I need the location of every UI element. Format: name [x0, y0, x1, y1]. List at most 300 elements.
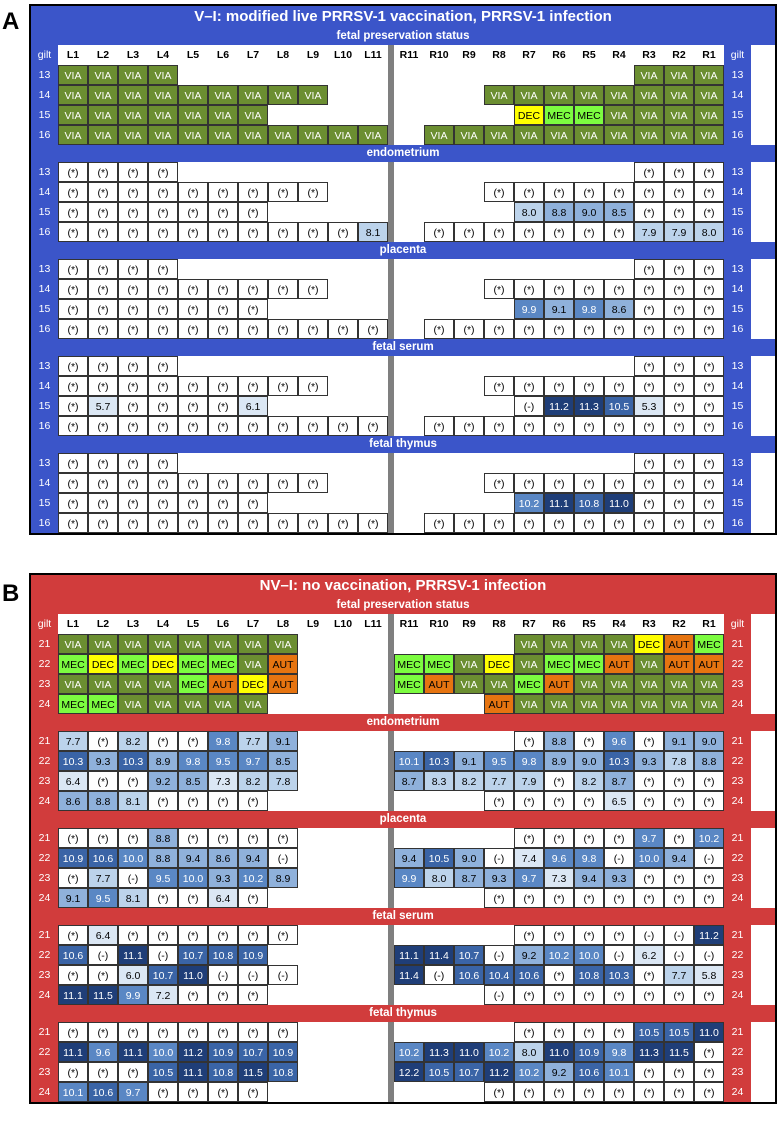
gilt-header: gilt [31, 614, 58, 634]
status-cell: DEC [514, 105, 544, 125]
value-cell [358, 182, 388, 202]
value-cell: (*) [694, 416, 724, 436]
value-cell [514, 259, 544, 279]
value-cell [328, 751, 358, 771]
value-cell: (*) [634, 888, 664, 908]
value-cell: 10.0 [118, 848, 148, 868]
value-cell: (*) [328, 513, 358, 533]
status-cell: AUT [664, 654, 694, 674]
value-cell: (*) [544, 182, 574, 202]
section-title: fetal serum [31, 908, 775, 925]
value-cell [208, 162, 238, 182]
value-cell: (*) [178, 299, 208, 319]
panel-a-body [31, 28, 775, 533]
value-cell [268, 162, 298, 182]
value-cell: (*) [514, 1022, 544, 1042]
gilt-id: 24 [31, 694, 58, 714]
value-cell: (*) [148, 888, 178, 908]
value-cell: 10.2 [394, 1042, 424, 1062]
value-cell [454, 376, 484, 396]
value-cell: (*) [664, 771, 694, 791]
value-cell [394, 791, 424, 811]
value-cell: (*) [574, 828, 604, 848]
value-cell [298, 1042, 328, 1062]
value-cell: (*) [88, 771, 118, 791]
value-cell: (*) [208, 985, 238, 1005]
value-cell: (*) [298, 376, 328, 396]
gilt-id: 15 [724, 299, 751, 319]
value-cell: (*) [238, 279, 268, 299]
value-cell [358, 925, 388, 945]
status-cell: VIA [514, 694, 544, 714]
status-cell: VIA [694, 694, 724, 714]
value-cell [328, 202, 358, 222]
value-cell [358, 1062, 388, 1082]
value-cell [298, 791, 328, 811]
value-cell: (*) [634, 356, 664, 376]
value-cell: 9.8 [574, 848, 604, 868]
value-cell [298, 453, 328, 473]
gilt-id: 16 [31, 125, 58, 145]
value-cell: 7.3 [544, 868, 574, 888]
status-cell [484, 634, 514, 654]
status-cell: VIA [298, 125, 328, 145]
value-cell: (*) [454, 319, 484, 339]
value-cell [424, 1022, 454, 1042]
value-cell: (*) [484, 319, 514, 339]
value-cell [358, 162, 388, 182]
value-cell [514, 453, 544, 473]
section-grid [31, 925, 775, 1005]
value-cell: (*) [544, 513, 574, 533]
value-cell: (*) [178, 828, 208, 848]
value-cell: (*) [424, 416, 454, 436]
value-cell: (*) [424, 319, 454, 339]
value-cell: 10.9 [238, 945, 268, 965]
value-cell: (*) [634, 493, 664, 513]
column-header: R8 [484, 614, 514, 634]
section-grid [31, 162, 775, 242]
value-cell [238, 453, 268, 473]
status-cell: VIA [148, 125, 178, 145]
value-cell: (*) [118, 356, 148, 376]
value-cell: (*) [484, 279, 514, 299]
value-cell: (-) [268, 965, 298, 985]
value-cell: (-) [208, 965, 238, 985]
value-cell: 9.1 [544, 299, 574, 319]
value-cell: 9.3 [208, 868, 238, 888]
value-cell [604, 453, 634, 473]
value-cell: 7.8 [268, 771, 298, 791]
status-cell: VIA [148, 105, 178, 125]
value-cell: 9.2 [514, 945, 544, 965]
value-cell: 8.9 [148, 751, 178, 771]
value-cell: (*) [88, 473, 118, 493]
value-cell: 7.7 [664, 965, 694, 985]
value-cell: 10.7 [454, 1062, 484, 1082]
value-cell [454, 279, 484, 299]
value-cell [238, 162, 268, 182]
value-cell: 8.1 [118, 888, 148, 908]
gilt-id: 14 [31, 279, 58, 299]
value-cell: 10.5 [664, 1022, 694, 1042]
column-header: L6 [208, 45, 238, 65]
status-cell: VIA [58, 125, 88, 145]
value-cell: (*) [88, 162, 118, 182]
column-header: L6 [208, 614, 238, 634]
value-cell: 9.3 [604, 868, 634, 888]
value-cell: (-) [484, 985, 514, 1005]
status-cell [328, 105, 358, 125]
value-cell: (*) [634, 965, 664, 985]
value-cell: 9.3 [88, 751, 118, 771]
value-cell: (-) [88, 945, 118, 965]
value-cell: 10.2 [514, 493, 544, 513]
column-header: L4 [148, 45, 178, 65]
value-cell: 11.5 [238, 1062, 268, 1082]
value-cell [268, 202, 298, 222]
value-cell: 8.2 [238, 771, 268, 791]
gilt-id: 24 [31, 1082, 58, 1102]
value-cell [298, 356, 328, 376]
status-cell: VIA [88, 105, 118, 125]
value-cell [454, 202, 484, 222]
value-cell: 9.7 [634, 828, 664, 848]
value-cell: 9.9 [514, 299, 544, 319]
value-cell: (*) [118, 1022, 148, 1042]
value-cell: (*) [118, 259, 148, 279]
status-cell: VIA [238, 125, 268, 145]
value-cell: (*) [664, 299, 694, 319]
status-cell: VIA [454, 674, 484, 694]
status-cell: VIA [694, 65, 724, 85]
value-cell [328, 182, 358, 202]
status-cell: AUT [208, 674, 238, 694]
value-cell [178, 356, 208, 376]
value-cell: 10.0 [178, 868, 208, 888]
value-cell: 8.8 [544, 731, 574, 751]
status-cell [454, 634, 484, 654]
value-cell [328, 791, 358, 811]
value-cell [328, 259, 358, 279]
value-cell: (*) [514, 731, 544, 751]
status-cell: VIA [268, 85, 298, 105]
value-cell: (*) [298, 513, 328, 533]
value-cell: 9.4 [178, 848, 208, 868]
column-header: R4 [604, 614, 634, 634]
value-cell: (*) [694, 396, 724, 416]
column-header: L8 [268, 614, 298, 634]
value-cell [454, 1022, 484, 1042]
status-cell: VIA [88, 674, 118, 694]
value-cell: (*) [148, 513, 178, 533]
gilt-id: 24 [31, 888, 58, 908]
status-cell [358, 65, 388, 85]
value-cell: (*) [634, 202, 664, 222]
status-cell: MEC [574, 654, 604, 674]
value-cell: (*) [208, 473, 238, 493]
status-cell: VIA [574, 85, 604, 105]
value-cell: (*) [178, 1082, 208, 1102]
column-header: R8 [484, 45, 514, 65]
gilt-id: 15 [31, 396, 58, 416]
value-cell [424, 791, 454, 811]
value-cell: 9.1 [58, 888, 88, 908]
value-cell: (*) [208, 1082, 238, 1102]
status-cell: VIA [664, 65, 694, 85]
value-cell: (*) [298, 416, 328, 436]
value-cell: (*) [544, 1022, 574, 1042]
section-grid [31, 453, 775, 533]
value-cell: 9.4 [664, 848, 694, 868]
value-cell: (*) [208, 299, 238, 319]
status-cell: VIA [574, 694, 604, 714]
value-cell: (*) [634, 473, 664, 493]
value-cell: (*) [58, 279, 88, 299]
value-cell: (*) [178, 319, 208, 339]
value-cell: (*) [634, 319, 664, 339]
value-cell: (*) [694, 259, 724, 279]
value-cell [424, 828, 454, 848]
status-cell [358, 694, 388, 714]
value-cell: (*) [148, 222, 178, 242]
gilt-id: 23 [31, 771, 58, 791]
status-cell: VIA [238, 634, 268, 654]
column-header: R3 [634, 614, 664, 634]
status-cell: VIA [664, 674, 694, 694]
gilt-id: 16 [31, 513, 58, 533]
value-cell: (*) [634, 416, 664, 436]
value-cell [328, 279, 358, 299]
column-header: R9 [454, 614, 484, 634]
value-cell: (*) [544, 376, 574, 396]
value-cell: (*) [118, 396, 148, 416]
status-cell: VIA [178, 125, 208, 145]
value-cell: (*) [484, 222, 514, 242]
status-cell [298, 105, 328, 125]
value-cell: 10.3 [604, 751, 634, 771]
value-cell [208, 356, 238, 376]
value-cell: (*) [58, 416, 88, 436]
value-cell: 8.5 [604, 202, 634, 222]
value-cell: 8.5 [268, 751, 298, 771]
gilt-id: 23 [724, 1062, 751, 1082]
value-cell: (*) [88, 513, 118, 533]
value-cell: 11.2 [178, 1042, 208, 1062]
value-cell: (*) [544, 925, 574, 945]
value-cell: (*) [694, 1082, 724, 1102]
value-cell: (*) [298, 279, 328, 299]
value-cell: (*) [358, 319, 388, 339]
value-cell [454, 259, 484, 279]
value-cell: (*) [484, 416, 514, 436]
value-cell: 9.7 [238, 751, 268, 771]
value-cell [484, 396, 514, 416]
value-cell: 7.9 [664, 222, 694, 242]
status-cell: VIA [694, 105, 724, 125]
value-cell: 8.8 [694, 751, 724, 771]
value-cell [358, 1042, 388, 1062]
value-cell: (*) [58, 356, 88, 376]
value-cell [298, 751, 328, 771]
value-cell: (*) [148, 376, 178, 396]
value-cell: (*) [88, 259, 118, 279]
status-cell: VIA [58, 105, 88, 125]
status-cell: VIA [514, 654, 544, 674]
status-cell [454, 85, 484, 105]
value-cell: (*) [148, 473, 178, 493]
status-cell: VIA [178, 634, 208, 654]
value-cell: 7.8 [664, 751, 694, 771]
value-cell: (*) [178, 376, 208, 396]
value-cell: (*) [148, 731, 178, 751]
value-cell [358, 828, 388, 848]
value-cell: 9.6 [88, 1042, 118, 1062]
value-cell: 9.8 [514, 751, 544, 771]
column-header: L7 [238, 614, 268, 634]
value-cell: 9.6 [604, 731, 634, 751]
value-cell: (*) [118, 319, 148, 339]
value-cell: (*) [664, 493, 694, 513]
value-cell: (*) [664, 259, 694, 279]
value-cell: (*) [148, 319, 178, 339]
value-cell: (*) [58, 828, 88, 848]
gilt-id: 21 [724, 634, 751, 654]
value-cell: (*) [514, 888, 544, 908]
column-header: L1 [58, 45, 88, 65]
gilt-id: 22 [724, 1042, 751, 1062]
column-header: L10 [328, 614, 358, 634]
value-cell: (*) [574, 279, 604, 299]
status-cell: MEC [394, 674, 424, 694]
status-cell [454, 65, 484, 85]
status-cell: VIA [58, 65, 88, 85]
value-cell: (*) [694, 299, 724, 319]
value-cell: 10.7 [454, 945, 484, 965]
value-cell: (*) [148, 182, 178, 202]
value-cell [358, 473, 388, 493]
gilt-id: 15 [724, 396, 751, 416]
status-cell: VIA [424, 125, 454, 145]
value-cell [298, 888, 328, 908]
value-cell: (*) [208, 319, 238, 339]
value-cell: 10.2 [238, 868, 268, 888]
value-cell: (*) [664, 356, 694, 376]
column-header: L1 [58, 614, 88, 634]
value-cell [454, 182, 484, 202]
gilt-id: 23 [31, 868, 58, 888]
status-cell: VIA [88, 634, 118, 654]
gilt-id: 16 [31, 416, 58, 436]
status-cell: VIA [664, 105, 694, 125]
status-cell: DEC [634, 634, 664, 654]
value-cell: (*) [178, 888, 208, 908]
value-cell: 8.7 [394, 771, 424, 791]
value-cell: (*) [208, 396, 238, 416]
value-cell: 5.3 [634, 396, 664, 416]
value-cell: (*) [58, 473, 88, 493]
value-cell [328, 945, 358, 965]
value-cell [484, 1022, 514, 1042]
value-cell: 7.2 [148, 985, 178, 1005]
status-cell: VIA [694, 674, 724, 694]
value-cell [424, 453, 454, 473]
value-cell: (*) [238, 416, 268, 436]
value-cell [544, 259, 574, 279]
value-cell: (*) [118, 202, 148, 222]
status-cell [514, 65, 544, 85]
value-cell [328, 828, 358, 848]
value-cell: 10.3 [58, 751, 88, 771]
value-cell [328, 731, 358, 751]
value-cell [358, 396, 388, 416]
value-cell: (*) [208, 376, 238, 396]
value-cell: (*) [88, 319, 118, 339]
value-cell: (*) [694, 356, 724, 376]
value-cell: (*) [664, 513, 694, 533]
value-cell: 9.5 [484, 751, 514, 771]
gilt-id: 14 [724, 473, 751, 493]
value-cell: (*) [604, 985, 634, 1005]
value-cell: (*) [514, 376, 544, 396]
value-cell [328, 1082, 358, 1102]
gilt-id: 22 [31, 1042, 58, 1062]
value-cell [484, 162, 514, 182]
section-title: placenta [31, 811, 775, 828]
status-cell: VIA [208, 634, 238, 654]
value-cell: (*) [178, 279, 208, 299]
status-cell [298, 694, 328, 714]
status-cell: VIA [514, 634, 544, 654]
value-cell: 8.0 [514, 1042, 544, 1062]
value-cell: 10.1 [58, 1082, 88, 1102]
value-cell: (*) [178, 182, 208, 202]
value-cell: (*) [574, 731, 604, 751]
status-cell: AUT [544, 674, 574, 694]
column-header: R2 [664, 45, 694, 65]
value-cell [454, 985, 484, 1005]
status-cell: VIA [634, 125, 664, 145]
value-cell: (*) [268, 925, 298, 945]
value-cell: (*) [484, 376, 514, 396]
status-cell [238, 65, 268, 85]
gilt-id: 23 [31, 965, 58, 985]
status-cell: VIA [604, 674, 634, 694]
value-cell [298, 828, 328, 848]
value-cell [544, 453, 574, 473]
value-cell: 9.8 [604, 1042, 634, 1062]
value-cell [574, 453, 604, 473]
value-cell: 8.3 [424, 771, 454, 791]
status-cell [394, 125, 424, 145]
value-cell: (*) [328, 416, 358, 436]
status-cell: VIA [634, 85, 664, 105]
value-cell: (*) [268, 376, 298, 396]
status-cell: VIA [484, 674, 514, 694]
value-cell [484, 493, 514, 513]
value-cell: (-) [424, 965, 454, 985]
status-cell: VIA [238, 85, 268, 105]
value-cell: (*) [208, 925, 238, 945]
status-cell: AUT [268, 654, 298, 674]
value-cell [268, 985, 298, 1005]
status-cell: AUT [694, 654, 724, 674]
value-cell [298, 396, 328, 416]
gilt-id: 13 [724, 259, 751, 279]
value-cell: (*) [574, 416, 604, 436]
status-cell: VIA [298, 85, 328, 105]
status-cell [208, 65, 238, 85]
